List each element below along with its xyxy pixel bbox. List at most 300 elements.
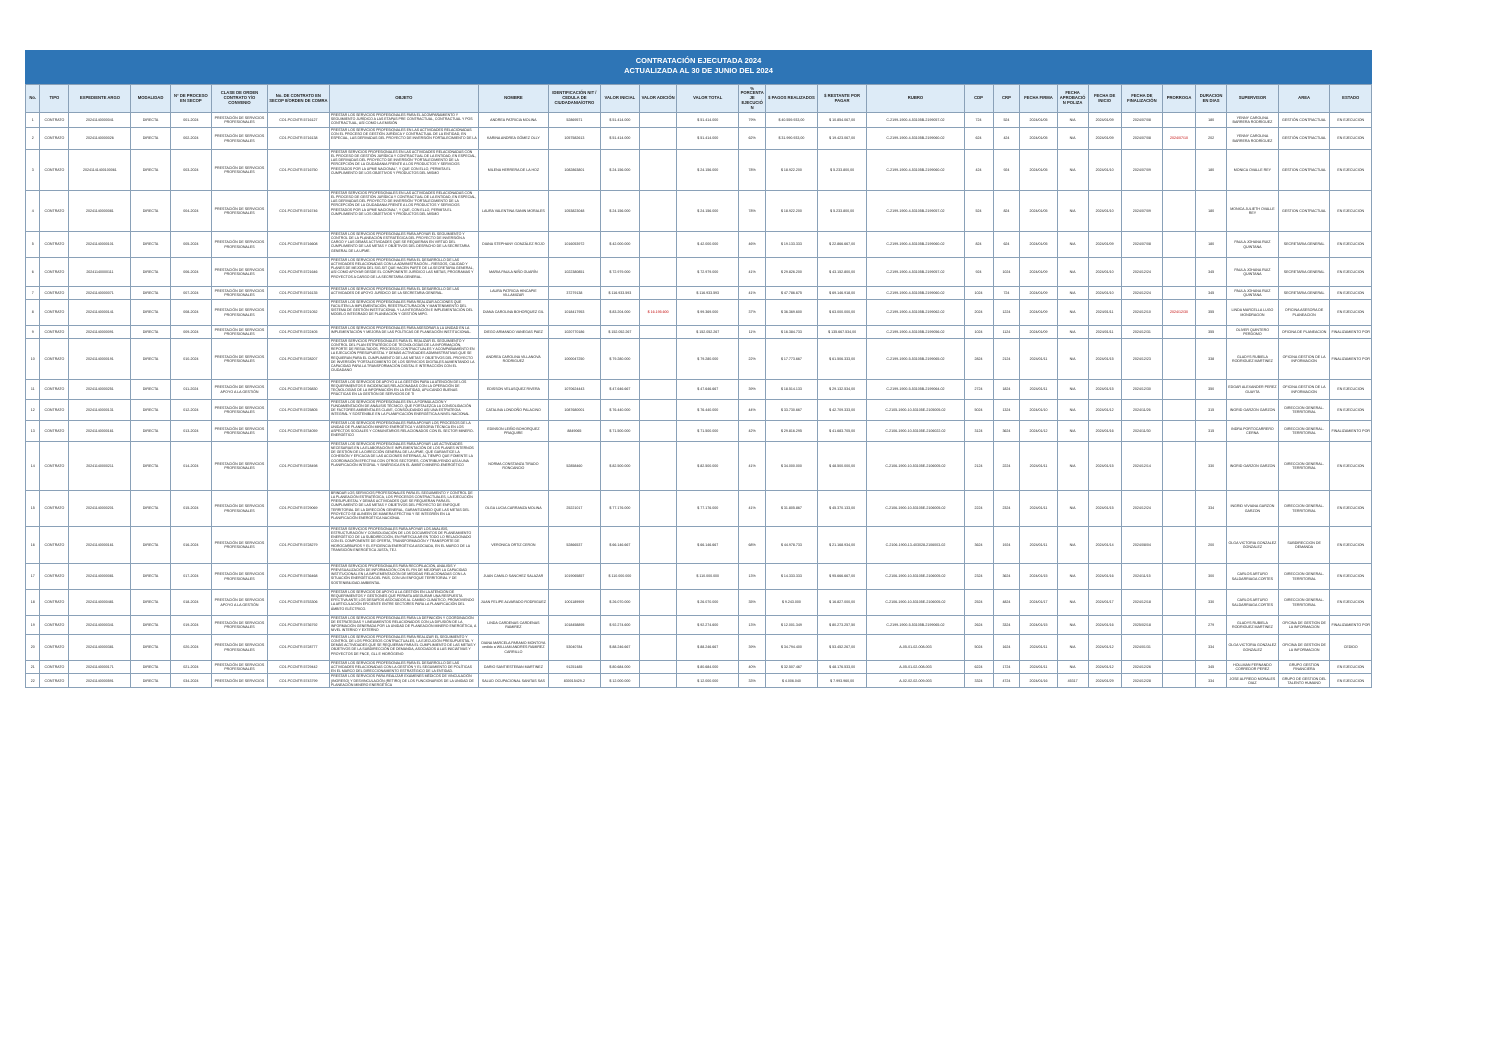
cell-ff: 2024/01/05 <box>1020 128 1057 150</box>
cell-sup: GLADYS RUBIELA RODRIGUEZ MARTINEZ <box>1227 339 1279 380</box>
table-row <box>26 339 1372 380</box>
cell-objeto: PRESTAR LOS SERVICIOS PROFESIONALES PARA REALIZAR EL SEGUIMIENTO Y CONTROL DE LOS PROCESOS CONTRACTUALES, LA EJECUCIÓN PRESUPUESTAL Y DEMÁS ACTIVIDADES QUE SE REQUIERAN PARA EL CUMPLIMIENTO DE LAS METAS Y OBJETIVOS DE LA SUBDIRECCIÓN DE DEMANDA, ASOCIADOS A LAS INICIATIVAS Y PROYECTOS DE FNCE, GLL E HIDRÓGENO <box>329 635 478 661</box>
cell-fp: N/A <box>1057 232 1088 258</box>
table-row <box>26 113 1372 128</box>
cell-mod: DIRECTA <box>131 491 170 527</box>
cell-rubro: C-2199-1900-4-53105B-2199056-02 <box>867 326 964 339</box>
cell-pct: 41% <box>739 258 766 287</box>
cell-tipo: CONTRATO <box>40 232 69 258</box>
table-row <box>26 564 1372 590</box>
cell-ffin: 2024/08/04 <box>1121 527 1162 564</box>
cell-clase: PRESTACIÓN DE SERVICIOS PROFESIONALES <box>212 491 268 527</box>
cell-fp: N/A <box>1057 616 1088 635</box>
cell-ff: 2024/01/05 <box>1020 232 1057 258</box>
cell-nombre: DIANA STEPHANY GONZÁLEZ ROJO <box>478 232 548 258</box>
table-row <box>26 616 1372 635</box>
cell-prorroga <box>1163 491 1196 527</box>
cell-proc: 008-2024 <box>170 300 211 326</box>
cell-sup: YENNY CAROLINA BARRERA RODRÍGUEZ <box>1227 113 1279 128</box>
cell-id: 1057582613 <box>549 128 601 150</box>
cell-ff: 2024/01/09 <box>1020 326 1057 339</box>
cell-sup: CARLOS ARTURO SALDARRIAGA CORTES <box>1227 590 1279 616</box>
cell-id: 52869571 <box>549 113 601 128</box>
cell-cdp: 2224 <box>964 491 993 527</box>
cell-sup: INGRID GARZON GARZON <box>1227 442 1279 491</box>
cell-fi: 2024/01/09 <box>1088 232 1121 258</box>
cell-ffin: 2024/12/23 <box>1121 339 1162 380</box>
cell-va <box>640 258 677 287</box>
cell-cdp: 2524 <box>964 590 993 616</box>
cell-ffin: 2024/12/10 <box>1121 300 1162 326</box>
cell-pct: 62% <box>739 128 766 150</box>
cell-fi: 2024/01/16 <box>1088 616 1121 635</box>
cell-mod: DIRECTA <box>131 191 170 232</box>
cell-mod: DIRECTA <box>131 232 170 258</box>
column-header: $ RESTANTE POR PAGAR <box>817 85 867 113</box>
cell-va <box>640 232 677 258</box>
cell-area: OFICINA GESTION DE LA INFORMACION <box>1278 380 1330 400</box>
column-header: N° DE PROCESO EN SECOP <box>170 85 211 113</box>
cell-mod: DIRECTA <box>131 287 170 300</box>
cell-va <box>640 326 677 339</box>
cell-nombre: KARINA ANDREA GÓMEZ OLLY <box>478 128 548 150</box>
cell-rest: $ 41.683.705,00 <box>817 421 867 442</box>
cell-fi: 2024/01/15 <box>1088 380 1121 400</box>
cell-vi: $ 24.156.000 <box>600 191 639 232</box>
cell-fp: N/A <box>1057 339 1088 380</box>
cell-rubro: C-2199-1900-4-53105B-2199062-02 <box>867 300 964 326</box>
table-row <box>26 287 1372 300</box>
cell-va <box>640 191 677 232</box>
cell-cdp: 2124 <box>964 442 993 491</box>
cell-mod: DIRECTA <box>131 590 170 616</box>
cell-ffin: 2024/07/08 <box>1121 232 1162 258</box>
cell-objeto: PRESTAR SERVICIOS PROFESIONALES EN LAS ACTIVIDADES RELACIONADAS CON EL PROCESO DE GESTIÓN JURÍDICA Y CONTRACTUAL DE LA ENTIDAD, EN ESPECIAL, LAS DERIVADAS DEL PROYECTO DE INVERSIÓN "FORTALECIMIENTO DE LA PERCEPCIÓN DE LA CIUDADANIA FRENTE A LOS PRODUCTOS Y SERVICIOS PRESTADOS POR LA UPME NACIONAL", Y QUE, CON ELLO, PERMITA EL CUMPLIMIENTO DE LOS OBJETIVOS Y PRODUCTOS DEL MISMO <box>329 191 478 232</box>
cell-area: SECRETARIA GENERAL <box>1278 287 1330 300</box>
cell-fp: 45317 <box>1057 674 1088 687</box>
cell-id: 830015429-2 <box>549 674 601 687</box>
cell-crp: 1924 <box>993 527 1020 564</box>
cell-prorroga: 2024/12/30 <box>1163 300 1196 326</box>
cell-secop: CO1.PCCNTR.5725805 <box>267 400 329 421</box>
cell-cdp: 3324 <box>964 674 993 687</box>
cell-secop: CO1.PCCNTR.5716135 <box>267 287 329 300</box>
cell-fi: 2024/01/12 <box>1088 635 1121 661</box>
column-header: FECHA DE FINALIZACIÓN <box>1121 85 1162 113</box>
cell-sup: YENNY CAROLINA BARRERA RODRÍGUEZ <box>1227 128 1279 150</box>
cell-ff: 2024/01/11 <box>1020 661 1057 674</box>
cell-objeto: PRESTAR LOS SERVICIOS PROFESIONALES PARA EL DESARROLLO DE LAS ACTIVIDADES RELACIONADAS CON LA GESTIÓN Y EL SEGUIMIENTO DE POLÍTICAS EN EL MARCO DEL DIRECCIONAMIENTO ESTRATÉGICO DE LA ENTIDAD. <box>329 661 478 674</box>
cell-pct: 11% <box>739 326 766 339</box>
cell-ffin: 2024/11/30 <box>1121 421 1162 442</box>
cell-vi: $ 79.280.000 <box>600 339 639 380</box>
cell-rubro: C-2106-1900-10-53105E-2106005-02 <box>867 442 964 491</box>
cell-estado: EN EJECUCION <box>1330 232 1372 258</box>
cell-prorroga <box>1163 339 1196 380</box>
cell-estado: EN EJECUCION <box>1330 380 1372 400</box>
cell-crp: 1124 <box>993 326 1020 339</box>
cell-vt: $ 66.146.667 <box>677 527 739 564</box>
cell-sup: INGRID GARZON GARZON <box>1227 400 1279 421</box>
cell-vt: $ 24.156.000 <box>677 150 739 191</box>
cell-pagos: $ 40.559.933,00 <box>766 113 818 128</box>
cell-dur: 330 <box>1196 442 1227 491</box>
cell-nombre: JUAN CAMILO SANCHEZ SALAZAR <box>478 564 548 590</box>
cell-vi: $ 110.000.000 <box>600 564 639 590</box>
cell-fi: 2024/01/17 <box>1088 590 1121 616</box>
cell-fp: N/A <box>1057 300 1088 326</box>
cell-objeto: PRESTAR LOS SERVICIOS PROFESIONALES PARA APOYAR EL SEGUIMIENTO Y CONTROL DE LA PLANEACIÓN ESTRATÉGICA DEL PROYECTO DE INVERSIÓN A CARGO Y LAS DEMÁS ACTIVIDADES QUE SE REQUIERAN EN VIRTUD DEL CUMPLIMIENTO DE LAS METAS Y OBJETIVOS DEL DESPACHO DE LA SECRETARIA GENERAL DE LA UPME. <box>329 232 478 258</box>
cell-ff: 2024/01/17 <box>1020 590 1057 616</box>
cell-area: OFICINA DE PLANEACION <box>1278 326 1330 339</box>
cell-exp: 20241140000481 <box>69 590 131 616</box>
cell-secop: CO1.PCCNTR.5728777 <box>267 635 329 661</box>
table-row <box>26 661 1372 674</box>
cell-cdp: 924 <box>964 258 993 287</box>
cell-proc: 016-2024 <box>170 527 211 564</box>
cell-pagos: $ 33.730.667 <box>766 400 818 421</box>
cell-fi: 2024/01/11 <box>1088 326 1121 339</box>
cell-cdp: 3124 <box>964 421 993 442</box>
cell-nombre: OLGA LUCIA CARRANZA MOLINA <box>478 491 548 527</box>
cell-cdp: 2324 <box>964 564 993 590</box>
cell-va <box>640 527 677 564</box>
cell-crp: 4724 <box>993 674 1020 687</box>
cell-fp: N/A <box>1057 635 1088 661</box>
cell-proc: 014-2024 <box>170 442 211 491</box>
cell-prorroga <box>1163 287 1196 300</box>
cell-vi: $ 71.500.000 <box>600 421 639 442</box>
cell-pct: 78% <box>739 191 766 232</box>
cell-secop: CO1.PCCNTR.5716750 <box>267 150 329 191</box>
cell-prorroga <box>1163 191 1196 232</box>
cell-sup: OLGA VICTORIA GONZALEZ GONZALEZ <box>1227 635 1279 661</box>
table-row <box>26 491 1372 527</box>
cell-cdp: 2624 <box>964 616 993 635</box>
cell-rest: $ 16.827.000,00 <box>817 590 867 616</box>
cell-ff: 2024/01/05 <box>1020 150 1057 191</box>
cell-fi: 2024/01/09 <box>1088 113 1121 128</box>
cell-vt: $ 88.246.667 <box>677 635 739 661</box>
cell-nombre: NORMA CONSTANZA TIRADO RONCANCIO <box>478 442 548 491</box>
cell-va <box>640 339 677 380</box>
cell-ffin: 2024/12/31 <box>1121 326 1162 339</box>
cell-tipo: CONTRATO <box>40 287 69 300</box>
cell-mod: DIRECTA <box>131 326 170 339</box>
cell-exp: 20241140000591 <box>69 674 131 687</box>
cell-area: DIRECCION GENERAL-TERRITORIAL <box>1278 421 1330 442</box>
cell-objeto: PRESTAR SERVICIOS PROFESIONALES EN LAS ACTIVIDADES RELACIONADAS CON EL PROCESO DE GESTIÓN JURÍDICA Y CONTRACTUAL DE LA ENTIDAD, EN ESPECIAL, LAS DERIVADAS DEL PROYECTO DE INVERSIÓN "FORTALECIMIENTO DE LA PERCEPCIÓN DE LA CIUDADANIA FRENTE A LOS PRODUCTOS Y SERVICIOS PRESTADOS POR LA UPME NACIONAL", Y QUE CON ELLO, PERMITA EL CUMPLIMIENTO DE LOS OBJETIVOS Y PRODUCTOS DEL MISMO <box>329 150 478 191</box>
cell-dur: 334 <box>1196 635 1227 661</box>
cell-secop: CO1.PCCNTR.5721052 <box>267 300 329 326</box>
cell-objeto: PRESTAR LOS SERVICIOS PARA REALIZAR EXÁMENES MÉDICOS DE VINCULACIÓN (INGRESO) Y DESVINCULACIÓN (RETIRO) DE LOS FUNCIONARIOS DE LA UNIDAD DE PLANEACIÓN MINERO ENERGÉTICA <box>329 674 478 687</box>
cell-mod: DIRECTA <box>131 150 170 191</box>
cell-prorroga <box>1163 421 1196 442</box>
cell-ffin: 2024/07/09 <box>1121 150 1162 191</box>
cell-ffin: 2024/12/24 <box>1121 258 1162 287</box>
cell-fp: N/A <box>1057 421 1088 442</box>
cell-dur: 355 <box>1196 300 1227 326</box>
cell-no: 2 <box>26 128 40 150</box>
table-row <box>26 527 1372 564</box>
cell-crp: 1324 <box>993 400 1020 421</box>
cell-rest: $ 5.233.800,00 <box>817 191 867 232</box>
cell-estado: EN EJECUCION <box>1330 191 1372 232</box>
cell-secop: CO1.PCCNTR.5716127 <box>267 113 329 128</box>
cell-secop: CO1.PCCNTR.5726830 <box>267 380 329 400</box>
cell-rest: $ 19.423.067,00 <box>817 128 867 150</box>
cell-crp: 2224 <box>993 442 1020 491</box>
cell-objeto: PRESTAR LOS SERVICIOS DE APOYO A LA GESTIÓN EN LA ATENCIÓN DE REQUERIMIENTOS Y GESTIONES QUE PERMITA ASEGURAR UNA RESPUESTA EFECTIVA ANTE LOS DESAFÍOS ASOCIADOS AL CAMBIO CLIMÁTICO, PROMOVIENDO LA ARTICULACIÓN EFICIENTE ENTRE SECTORES PARA LA PLANIFICACIÓN DEL ÁMBITO ELÉCTRICO. <box>329 590 478 616</box>
cell-crp: 924 <box>993 150 1020 191</box>
cell-prorroga <box>1163 616 1196 635</box>
column-header: FECHA FIRMA <box>1020 85 1057 113</box>
cell-vi: $ 26.070.000 <box>600 590 639 616</box>
cell-pct: 41% <box>739 287 766 300</box>
cell-fp: N/A <box>1057 491 1088 527</box>
cell-nombre: CATALINA LONDOÑO PALACINO <box>478 400 548 421</box>
cell-clase: PRESTACIÓN DE SERVICIOS PROFESIONALES <box>212 527 268 564</box>
cell-id: 1053823048 <box>549 191 601 232</box>
cell-rubro: C-2199-1900-5-53105B-2199064-02 <box>867 380 964 400</box>
cell-clase: PRESTACIÓN DE SERVICIOS PROFESIONALES <box>212 339 268 380</box>
cell-secop: CO1.PCCNTR.5722405 <box>267 326 329 339</box>
cell-proc: 018-2024 <box>170 590 211 616</box>
cell-prorroga <box>1163 326 1196 339</box>
table-row <box>26 635 1372 661</box>
cell-pagos: $ 16.384.733 <box>766 326 818 339</box>
cell-secop: CO1.PCCNTR.5728498 <box>267 442 329 491</box>
cell-vt: $ 71.500.000 <box>677 421 739 442</box>
cell-ff: 2024/01/09 <box>1020 258 1057 287</box>
contracts-sheet <box>25 50 1372 688</box>
cell-rest: $ 48.176.533,00 <box>817 661 867 674</box>
cell-no: 19 <box>26 616 40 635</box>
cell-mod: DIRECTA <box>131 635 170 661</box>
cell-mod: DIRECTA <box>131 421 170 442</box>
cell-nombre: EDINSON LEIÑO BOHORQUEZ PRAQUIRE <box>478 421 548 442</box>
cell-fp: N/A <box>1057 191 1088 232</box>
cell-fi: 2024/01/15 <box>1088 339 1121 380</box>
cell-estado: EN EJECUCION <box>1330 113 1372 128</box>
cell-rest: $ 7.993.960,00 <box>817 674 867 687</box>
cell-no: 20 <box>26 635 40 661</box>
cell-rest: $ 61.506.333,00 <box>817 339 867 380</box>
cell-ff: 2024/01/12 <box>1020 421 1057 442</box>
cell-rest: $ 43.152.800,00 <box>817 258 867 287</box>
cell-prorroga <box>1163 674 1196 687</box>
cell-mod: DIRECTA <box>131 527 170 564</box>
cell-crp: 724 <box>993 287 1020 300</box>
cell-area: DIRECCION GENERAL-TERRITORIAL <box>1278 590 1330 616</box>
cell-objeto: PRESTAR LOS SERVICIOS PROFESIONALES PARA APOYAR LOS PROCESOS DE LA UNIDAD DE PLANEACIÓN MINERO ENERGÉTICA Y ASESORIA TÉCNICA EN LOS ASPECTOS SOCIALES Y COMUNITARIOS RELACIONADOS CON EL SECTOR MINERO-ENERGÉTICO <box>329 421 478 442</box>
cell-pct: 40% <box>739 661 766 674</box>
cell-id: 1000047250 <box>549 339 601 380</box>
column-header: ESTADO <box>1330 85 1372 113</box>
cell-va <box>640 128 677 150</box>
cell-area: DIRECCION GENERAL-TERRITORIAL <box>1278 442 1330 491</box>
cell-vt: $ 51.414.000 <box>677 113 739 128</box>
cell-prorroga <box>1163 113 1196 128</box>
cell-ff: 2024/01/11 <box>1020 635 1057 661</box>
cell-vt: $ 76.440.000 <box>677 400 739 421</box>
cell-prorroga <box>1163 635 1196 661</box>
cell-pct: 35% <box>739 590 766 616</box>
cell-rest: $ 48.500.000,00 <box>817 442 867 491</box>
cell-vt: $ 47.646.667 <box>677 380 739 400</box>
table-row <box>26 380 1372 400</box>
cell-vi: $ 83.204.000 <box>600 300 639 326</box>
cell-area: DIRECCION GENERAL-TERRITORIAL <box>1278 491 1330 527</box>
cell-nombre: LAURA PATRICIA HINCAPIE VILLAMIZAR <box>478 287 548 300</box>
cell-no: 3 <box>26 150 40 191</box>
cell-pagos: $ 29.826.200 <box>766 258 818 287</box>
cell-secop: CO1.PCCNTR.5736792 <box>267 616 329 635</box>
cell-dur: 350 <box>1196 380 1227 400</box>
column-header: % PORCENTAJE EJECUCIÓN <box>739 85 766 113</box>
cell-sup: EDGAR ALEXANDER PEREZ GUAYTA <box>1227 380 1279 400</box>
cell-crp: 1724 <box>993 661 1020 674</box>
cell-dur: 334 <box>1196 491 1227 527</box>
cell-ff: 2024/01/10 <box>1020 400 1057 421</box>
cell-rubro: A-05-01-02-008-003 <box>867 661 964 674</box>
cell-cdp: 2824 <box>964 339 993 380</box>
table-row <box>26 128 1372 150</box>
cell-rubro: C-2199-1900-4-53105B-2199060-02 <box>867 287 964 300</box>
cell-exp: 20241140000161 <box>69 421 131 442</box>
cell-proc: 021-2024 <box>170 661 211 674</box>
cell-nombre: DIANA CAROLINA BOHORQUEZ GIL <box>478 300 548 326</box>
cell-area: DIRECCION GENERAL-TERRITORIAL <box>1278 400 1330 421</box>
cell-pct: 46% <box>739 232 766 258</box>
table-row <box>26 674 1372 687</box>
cell-va <box>640 635 677 661</box>
cell-vt: $ 26.070.000 <box>677 590 739 616</box>
cell-id: 8849065 <box>549 421 601 442</box>
cell-cdp: 524 <box>964 191 993 232</box>
cell-pagos: $ 32.507.467 <box>766 661 818 674</box>
cell-prorroga <box>1163 380 1196 400</box>
cell-sup: GLADYS RUBIELA RODRIGUEZ MARTINEZ <box>1227 616 1279 635</box>
cell-crp: 1624 <box>993 635 1020 661</box>
cell-tipo: CONTRATO <box>40 590 69 616</box>
cell-no: 15 <box>26 491 40 527</box>
report-banner <box>25 50 1372 84</box>
cell-crp: 3624 <box>993 421 1020 442</box>
cell-clase: PRESTACIÓN DE SERVICIOS PROFESIONALES <box>212 150 268 191</box>
cell-id: 1001189909 <box>549 590 601 616</box>
cell-vi: $ 77.176.000 <box>600 491 639 527</box>
table-row <box>26 421 1372 442</box>
cell-proc: 012-2024 <box>170 400 211 421</box>
cell-fp: N/A <box>1057 590 1088 616</box>
cell-no: 1 <box>26 113 40 128</box>
cell-secop: CO1.PCCNTR.5729069 <box>267 491 329 527</box>
cell-ff: 2024/01/15 <box>1020 564 1057 590</box>
cell-vt: $ 110.000.000 <box>677 564 739 590</box>
cell-va <box>640 564 677 590</box>
cell-vi: $ 47.646.667 <box>600 380 639 400</box>
cell-ffin: 2024/07/09 <box>1121 191 1162 232</box>
cell-pct: 68% <box>739 527 766 564</box>
cell-vt: $ 152.052.267 <box>677 326 739 339</box>
cell-crp: 3324 <box>993 616 1020 635</box>
cell-tipo: CONTRATO <box>40 339 69 380</box>
column-header: DURACION EN DIAS <box>1196 85 1227 113</box>
table-row <box>26 442 1372 491</box>
cell-pct: 79% <box>739 113 766 128</box>
cell-crp: 4824 <box>993 590 1020 616</box>
cell-fp: N/A <box>1057 150 1088 191</box>
cell-va <box>640 616 677 635</box>
cell-fp: N/A <box>1057 380 1088 400</box>
cell-rest: $ 42.709.333,00 <box>817 400 867 421</box>
cell-va <box>640 113 677 128</box>
cell-secop: CO1.PCCNTR.5729442 <box>267 661 329 674</box>
cell-mod: DIRECTA <box>131 258 170 287</box>
cell-exp: 20241140000111 <box>69 258 131 287</box>
cell-secop: CO1.PCCNTR.5728207 <box>267 339 329 380</box>
cell-rubro: C-2199-1900-5-53105B-2199065-02 <box>867 616 964 635</box>
cell-id: 53040784 <box>549 635 601 661</box>
cell-rest: $ 21.168.934,00 <box>817 527 867 564</box>
cell-ffin: 2024/01/31 <box>1121 635 1162 661</box>
cell-sup: JOSE ALFREDO MORALES DIAZ <box>1227 674 1279 687</box>
cell-prorroga <box>1163 258 1196 287</box>
cell-cdp: 424 <box>964 150 993 191</box>
cell-nombre: JUAN FELIPE ALVARADO RODRIGUEZ <box>478 590 548 616</box>
cell-rest: $ 95.666.667,00 <box>817 564 867 590</box>
cell-pagos: $ 31.990.933,00 <box>766 128 818 150</box>
cell-rest: $ 45.370.133,00 <box>817 491 867 527</box>
cell-vi: $ 24.156.000 <box>600 150 639 191</box>
cell-no: 6 <box>26 258 40 287</box>
cell-proc: 017-2024 <box>170 564 211 590</box>
column-header: NOMBRE <box>478 85 548 113</box>
cell-id: 52858460 <box>549 442 601 491</box>
cell-vi: $ 82.500.000 <box>600 442 639 491</box>
cell-proc: 020-2024 <box>170 635 211 661</box>
cell-proc: 010-2024 <box>170 339 211 380</box>
column-header: No. DE CONTRATO EN SECOP II/ORDEN DE COMRA <box>267 85 329 113</box>
cell-clase: PRESTACIÓN DE SERVICIOS <box>212 674 268 687</box>
cell-area: OFICINA DE GESTION DE LA INFORMACION <box>1278 616 1330 635</box>
cell-sup: PAULA JOHANA RUIZ QUINTANA <box>1227 258 1279 287</box>
table-row <box>26 232 1372 258</box>
cell-dur: 355 <box>1196 326 1227 339</box>
cell-mod: DIRECTA <box>131 113 170 128</box>
cell-vi: $ 80.684.000 <box>600 661 639 674</box>
cell-ffin: 2024/12/14 <box>1121 442 1162 491</box>
cell-crp: 1824 <box>993 380 1020 400</box>
cell-pagos: $ 4.006.040 <box>766 674 818 687</box>
cell-clase: PRESTACIÓN DE SERVICIOS PROFESIONALES <box>212 635 268 661</box>
cell-ffin: 2024/12/26 <box>1121 661 1162 674</box>
cell-rubro: C-2106-1900-13-403028-2106003-02 <box>867 527 964 564</box>
cell-rest: $ 22.866.667,00 <box>817 232 867 258</box>
cell-prorroga <box>1163 527 1196 564</box>
cell-fp: N/A <box>1057 258 1088 287</box>
cell-ff: 2024/01/11 <box>1020 442 1057 491</box>
cell-va <box>640 491 677 527</box>
cell-vt: $ 51.414.000 <box>677 128 739 150</box>
cell-rubro: C-2199-1900-4-53105B-2199060-02 <box>867 128 964 150</box>
cell-no: 10 <box>26 339 40 380</box>
cell-pct: 42% <box>739 421 766 442</box>
column-header: VALOR INICIAL <box>600 85 639 113</box>
cell-prorroga <box>1163 564 1196 590</box>
cell-sup: OLGA VICTORIA GONZALEZ GONZALEZ <box>1227 527 1279 564</box>
